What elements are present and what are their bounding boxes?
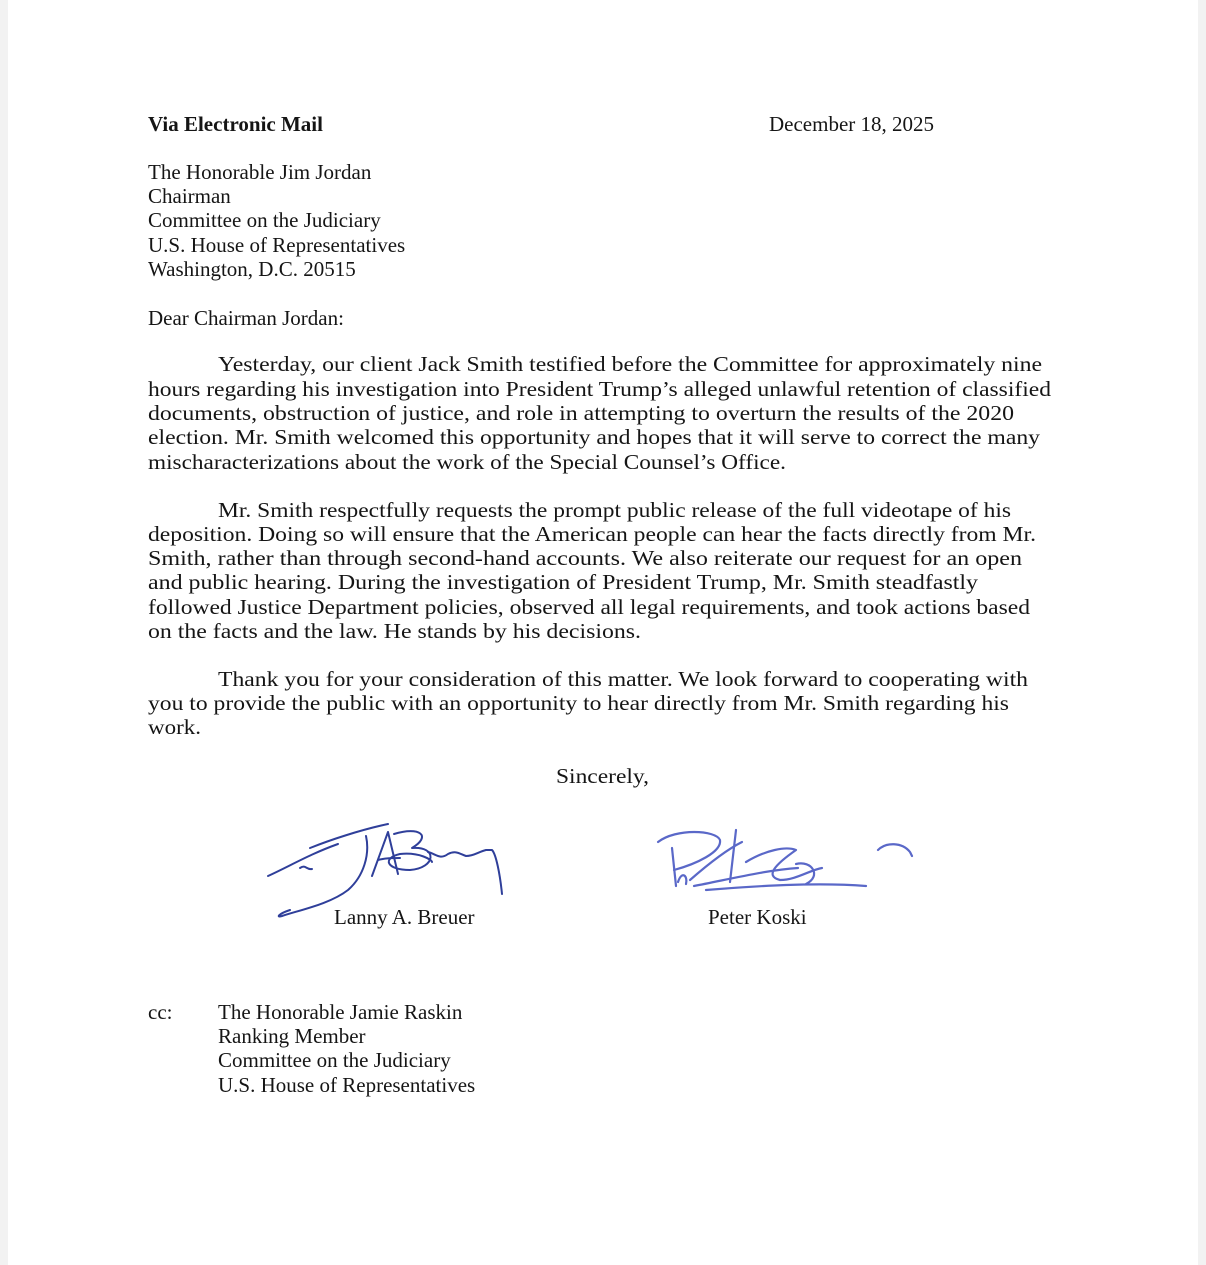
- salutation: Dear Chairman Jordan:: [148, 306, 344, 330]
- recipient-line: Committee on the Judiciary: [148, 208, 381, 232]
- paragraph-line: mischaracterizations about the work of the Special Counsel’s Office.: [148, 450, 786, 474]
- paragraph-line: election. Mr. Smith welcomed this opportunity and hopes that it will serve to correct the many: [148, 425, 1040, 449]
- recipient-line: Washington, D.C. 20515: [148, 257, 356, 281]
- paragraph-line: on the facts and the law. He stands by his decisions.: [148, 619, 641, 643]
- paragraph-line: work.: [148, 715, 201, 739]
- paragraph-line: hours regarding his investigation into President Trump’s alleged unlawful retention of classified: [148, 377, 1051, 401]
- paragraph-line: followed Justice Department policies, observed all legal requirements, and took actions based: [148, 595, 1030, 619]
- cc-line: U.S. House of Representatives: [218, 1073, 476, 1097]
- paragraph-line: documents, obstruction of justice, and role in attempting to overturn the results of the 2020: [148, 401, 1015, 425]
- paragraph-line: Mr. Smith respectfully requests the prompt public release of the full videotape of his: [218, 498, 1011, 522]
- recipient-line: U.S. House of Representatives: [148, 233, 406, 257]
- paragraph-line: and public hearing. During the investigation of President Trump, Mr. Smith steadfastly: [148, 570, 979, 594]
- paragraph-line: deposition. Doing so will ensure that the American people can hear the facts directly from Mr.: [148, 522, 1036, 546]
- cc-line: The Honorable Jamie Raskin: [218, 1000, 463, 1024]
- paragraph-line: you to provide the public with an opportunity to hear directly from Mr. Smith regarding his: [148, 691, 1009, 715]
- signatory-name-breuer: Lanny A. Breuer: [334, 905, 475, 929]
- cc-line: Ranking Member: [218, 1024, 366, 1048]
- paragraph-line: Thank you for your consideration of this matter. We look forward to cooperating with: [218, 667, 1028, 691]
- closing: Sincerely,: [556, 764, 649, 788]
- recipient-line: The Honorable Jim Jordan: [148, 160, 372, 184]
- signature-koski-icon: [646, 820, 916, 900]
- paragraph-line: Smith, rather than through second-hand accounts. We also reiterate our request for an open: [148, 546, 1022, 570]
- recipient-line: Chairman: [148, 184, 231, 208]
- letter-page: [8, 0, 1198, 1265]
- signatory-name-koski: Peter Koski: [708, 905, 807, 929]
- letter-date: December 18, 2025: [769, 112, 935, 136]
- cc-label: cc:: [148, 1000, 173, 1024]
- cc-line: Committee on the Judiciary: [218, 1048, 451, 1072]
- paragraph-line: Yesterday, our client Jack Smith testified before the Committee for approximately nine: [218, 352, 1042, 376]
- delivery-method: Via Electronic Mail: [148, 112, 323, 136]
